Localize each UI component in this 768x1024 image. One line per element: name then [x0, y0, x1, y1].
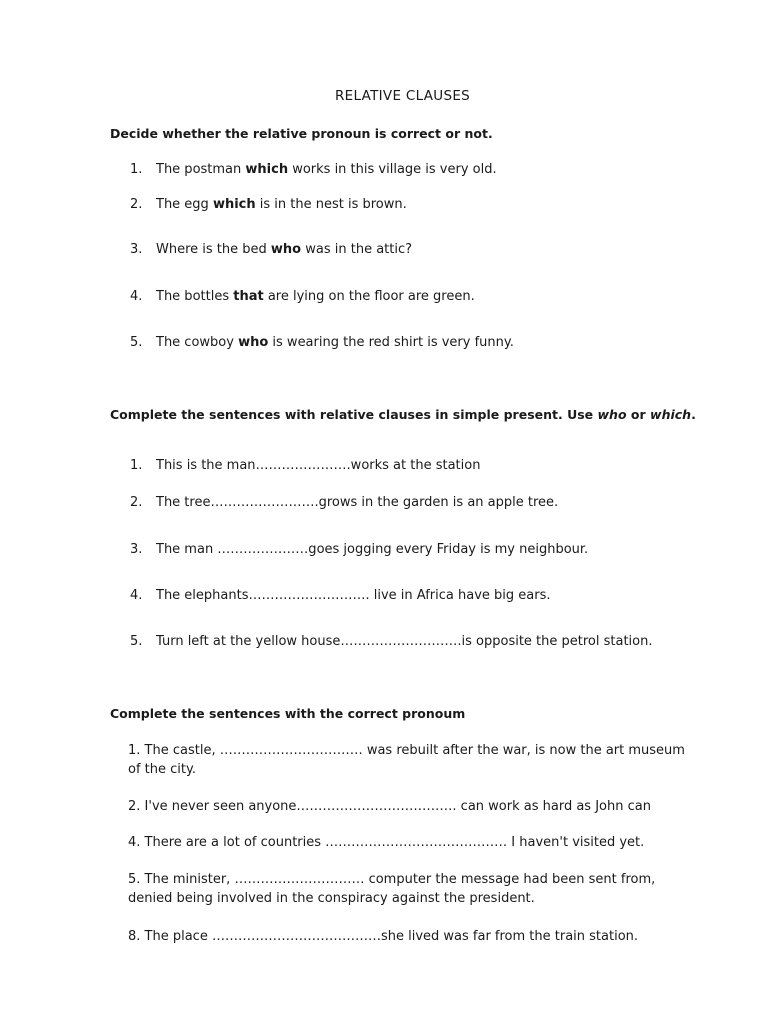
- item-text: This is the man………………….works at the station: [156, 458, 481, 473]
- item-text-post: works in this village is very old.: [288, 162, 497, 177]
- list-item: [130, 335, 514, 350]
- item-text: The tree…………………….grows in the garden is an apple tree.: [156, 495, 559, 510]
- item-number: 1.: [130, 458, 143, 473]
- item-text-pre: Where is the bed: [156, 242, 271, 257]
- list-item: [130, 242, 412, 257]
- heading-or: or: [626, 407, 651, 422]
- item-number: 5.: [130, 634, 143, 649]
- list-item: [130, 197, 407, 212]
- item-text-pre: The postman: [156, 162, 246, 177]
- item-text-post: is in the nest is brown.: [255, 197, 407, 212]
- item-text-post: are lying on the floor are green.: [263, 289, 475, 304]
- heading-text: Complete the sentences with relative clauses in simple present. Use: [110, 407, 598, 422]
- item-text-pre: The egg: [156, 197, 213, 212]
- list-item: 4. There are a lot of countries …………………………………… I haven't visited yet.: [128, 835, 645, 850]
- page-title: RELATIVE CLAUSES: [334, 88, 471, 104]
- item-number: 4.: [130, 289, 143, 304]
- list-item: [130, 542, 588, 557]
- item-pronoun: who: [270, 242, 302, 257]
- item-pronoun: which: [245, 162, 289, 177]
- item-text: Turn left at the yellow house……………………….is opposite the petrol station.: [156, 634, 653, 649]
- item-number: 3.: [130, 242, 143, 257]
- item-text-pre: The cowboy: [156, 335, 239, 350]
- item-pronoun: that: [233, 289, 264, 304]
- list-item: [130, 634, 653, 649]
- section1-heading: Decide whether the relative pronoun is correct or not.: [110, 126, 493, 141]
- heading-who: who: [597, 407, 627, 422]
- item-number: 2.: [130, 197, 143, 212]
- list-item: 8. The place …………………………………she lived was far from the train station.: [128, 929, 639, 944]
- item-number: 3.: [130, 542, 143, 557]
- item-text-post: is wearing the red shirt is very funny.: [268, 335, 514, 350]
- item-text-pre: The bottles: [156, 289, 234, 304]
- list-item: [130, 588, 550, 603]
- item-text: The man …………………goes jogging every Friday is my neighbour.: [156, 542, 589, 557]
- list-item: 1. The castle, …………………………… was rebuilt after the war, is now the art museum of the city.: [128, 743, 685, 777]
- list-item: 5. The minister, ………………………… computer the message had been sent from, denied being involved in the conspiracy against the president.: [128, 872, 656, 906]
- item-number: 5.: [130, 335, 143, 350]
- heading-which: which: [650, 407, 692, 422]
- item-text: The elephants………………………. live in Africa have big ears.: [156, 588, 551, 603]
- list-item: 2. I've never seen anyone………………………………. can work as hard as John can: [128, 799, 651, 814]
- item-pronoun: which: [212, 197, 256, 212]
- section2-heading: [110, 407, 696, 422]
- list-item: [130, 162, 497, 177]
- list-item: [130, 495, 558, 510]
- heading-end: .: [691, 407, 696, 422]
- item-pronoun: who: [238, 335, 269, 350]
- item-number: 4.: [130, 588, 143, 603]
- item-text-post: was in the attic?: [301, 242, 413, 257]
- list-item: [130, 458, 480, 473]
- item-number: 2.: [130, 495, 143, 510]
- list-item: [130, 289, 475, 304]
- item-number: 1.: [130, 162, 143, 177]
- section3-heading: Complete the sentences with the correct pronoum: [110, 706, 466, 721]
